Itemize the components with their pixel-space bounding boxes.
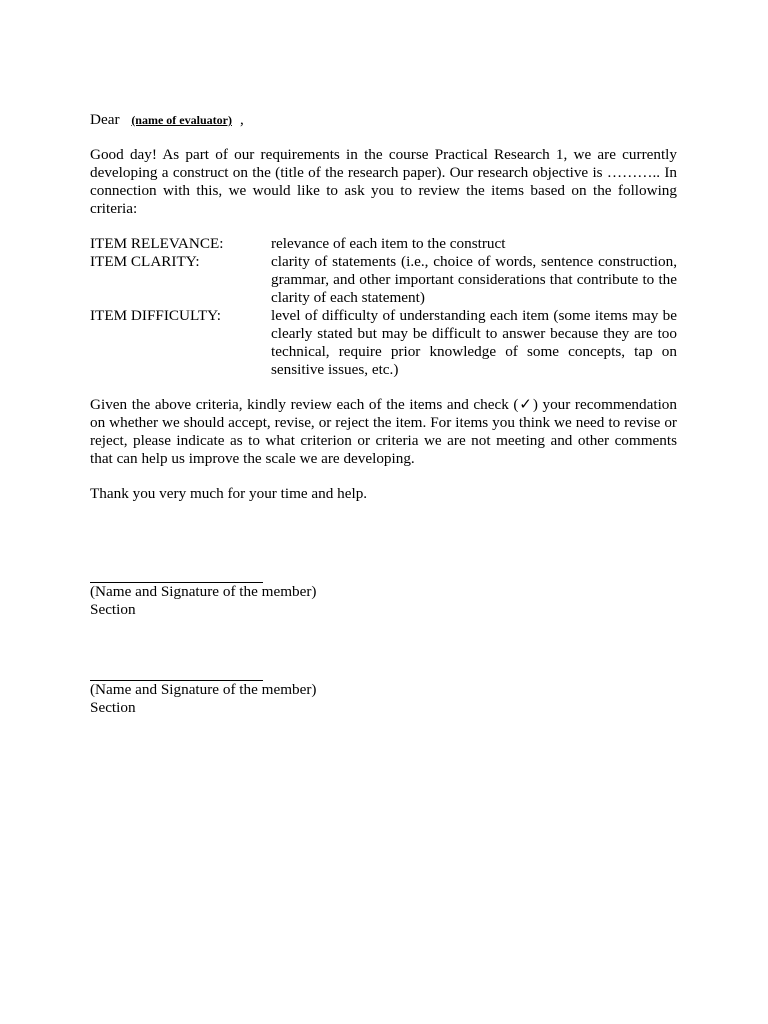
salutation — [90, 111, 677, 129]
criteria-list — [90, 235, 677, 379]
letter-page — [90, 111, 677, 717]
criteria-label: ITEM DIFFICULTY: — [90, 307, 221, 324]
signature-block-1 — [90, 574, 677, 619]
closing-line: Thank you very much for your time and help. — [90, 485, 368, 502]
criteria-row-relevance — [90, 235, 677, 253]
signature-name-label: (Name and Signature of the member) — [90, 681, 317, 698]
signature-name-label: (Name and Signature of the member) — [90, 583, 317, 600]
evaluator-placeholder: (name of evaluator) — [131, 113, 232, 127]
signature-line — [90, 574, 263, 583]
criteria-label: ITEM RELEVANCE: — [90, 235, 224, 252]
signature-line — [90, 672, 263, 681]
signature-section-label: Section — [90, 699, 136, 716]
instructions-paragraph: Given the above criteria, kindly review each of the items and check (✓) your recommendation on whether we should accept, revise, or reject the item. For items you think we need to revise or reject, please indicate as to what criterion or criteria we are not meeting and other comments that can help us improve the scale we are developing. — [90, 396, 677, 467]
criteria-row-difficulty — [90, 307, 677, 379]
criteria-description: level of difficulty of understanding each item (some items may be clearly stated but may be difficult to answer because they are too technical, require prior knowledge of some concepts, tap on sensitive issues, etc.) — [271, 307, 677, 378]
signature-section-label: Section — [90, 601, 136, 618]
criteria-label: ITEM CLARITY: — [90, 253, 200, 270]
salutation-word: Dear — [90, 111, 120, 128]
signature-block-2 — [90, 672, 677, 717]
criteria-row-clarity — [90, 253, 677, 307]
intro-paragraph: Good day! As part of our requirements in the course Practical Research 1, we are currently developing a construct on the (title of the research paper). Our research objective is ……….. In connection with this, we would like to ask you to review the items based on the following criteria: — [90, 146, 677, 217]
criteria-description: clarity of statements (i.e., choice of words, sentence construction, grammar, and other important considerations that contribute to the clarity of each statement) — [271, 253, 677, 306]
criteria-description: relevance of each item to the construct — [271, 235, 506, 252]
salutation-comma: , — [239, 111, 244, 128]
